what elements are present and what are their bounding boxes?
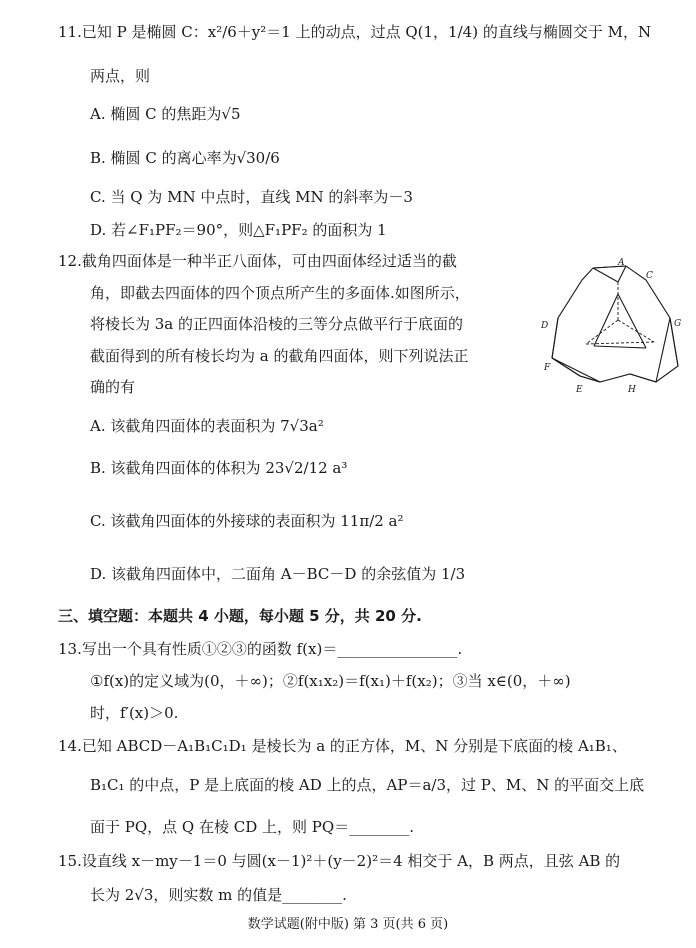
- q13-stem-line1: 13.写出一个具有性质①②③的函数 f(x)＝________________.: [58, 640, 463, 658]
- q14-stem-line2: B₁C₁ 的中点，P 是上底面的棱 AD 上的点，AP＝a/3，过 P、M、N 的平面交上底: [90, 776, 645, 794]
- q12-option-b: B. 该截角四面体的体积为 23√2/12 a³: [90, 459, 348, 477]
- q12-stem-line2: 角，即截去四面体的四个顶点所产生的多面体.如图所示，: [90, 284, 470, 302]
- q12-option-c: C. 该截角四面体的外接球的表面积为 11π/2 a²: [90, 512, 404, 530]
- q14-stem-line3: 面于 PQ，点 Q 在棱 CD 上，则 PQ＝________.: [90, 818, 414, 836]
- figure-edge-left-inner: [552, 358, 600, 382]
- figure-edge-df: [552, 318, 558, 358]
- figure-edge-right-inner: [656, 318, 670, 382]
- q15-stem-line2: 长为 2√3，则实数 m 的值是________.: [90, 886, 347, 904]
- q11-option-a: A. 椭圆 C 的焦距为√5: [90, 105, 241, 123]
- figure-inner-left: [594, 294, 618, 346]
- figure-label-h: H: [628, 385, 636, 395]
- figure-edge-bottom: [630, 374, 656, 382]
- figure-hidden-right: [618, 320, 654, 342]
- page-footer: 数学试题(附中版) 第 3 页(共 6 页): [247, 917, 449, 932]
- figure-label-c: C: [646, 271, 653, 281]
- figure-inner-right: [618, 294, 646, 348]
- q11-stem-line1: 11.已知 P 是椭圆 C：x²/6＋y²＝1 上的动点，过点 Q(1，1/4) 的直线与椭圆交于 M，N: [58, 23, 652, 41]
- q11-option-d: D. 若∠F₁PF₂＝90°，则△F₁PF₂ 的面积为 1: [90, 221, 387, 239]
- q11-stem-line2: 两点，则: [90, 67, 151, 85]
- q11-option-b: B. 椭圆 C 的离心率为√30/6: [90, 149, 280, 167]
- figure-label-f: F: [544, 363, 551, 373]
- figure-edge-ab: [593, 268, 618, 282]
- figure-label-d: D: [541, 321, 549, 331]
- q12-stem-line5: 确的有: [90, 378, 136, 396]
- figure-label-a: A: [618, 258, 625, 268]
- q12-stem-line1: 12.截角四面体是一种半正八面体，可由四面体经过适当的截: [58, 252, 457, 270]
- figure-hidden-left: [586, 320, 618, 344]
- figure-inner-base: [594, 346, 646, 348]
- q12-stem-line4: 截面得到的所有棱长均为 a 的截角四面体，则下列说法正: [90, 347, 469, 365]
- section-heading-fill-in: 三、填空题：本题共 4 小题，每小题 5 分，共 20 分.: [58, 607, 422, 625]
- figure-label-g: G: [674, 319, 682, 329]
- q15-stem-line1: 15.设直线 x－my－1＝0 与圆(x－1)²＋(y－2)²＝4 相交于 A，B 两点，且弦 AB 的: [58, 852, 621, 870]
- q13-stem-line3: 时，f′(x)＞0.: [90, 704, 179, 722]
- figure-outer-edges: [552, 266, 678, 382]
- q13-stem-line2: ①f(x)的定义域为(0，＋∞)；②f(x₁x₂)＝f(x₁)＋f(x₂)；③当 x∈(0，＋∞): [90, 672, 571, 690]
- q12-stem-line3: 将棱长为 3a 的正四面体沿棱的三等分点做平行于底面的: [90, 315, 464, 333]
- q14-stem-line1: 14.已知 ABCD－A₁B₁C₁D₁ 是棱长为 a 的正方体，M、N 分别是下底面的棱 A₁B₁、: [58, 737, 627, 755]
- q11-option-c: C. 当 Q 为 MN 中点时，直线 MN 的斜率为－3: [90, 188, 413, 206]
- q12-option-a: A. 该截角四面体的表面积为 7√3a²: [90, 417, 324, 435]
- figure-edge-ac: [618, 266, 626, 282]
- figure-label-e: E: [576, 385, 583, 395]
- q12-option-d: D. 该截角四面体中，二面角 A－BC－D 的余弦值为 1/3: [90, 565, 466, 583]
- truncated-tetrahedron-figure: [538, 258, 688, 408]
